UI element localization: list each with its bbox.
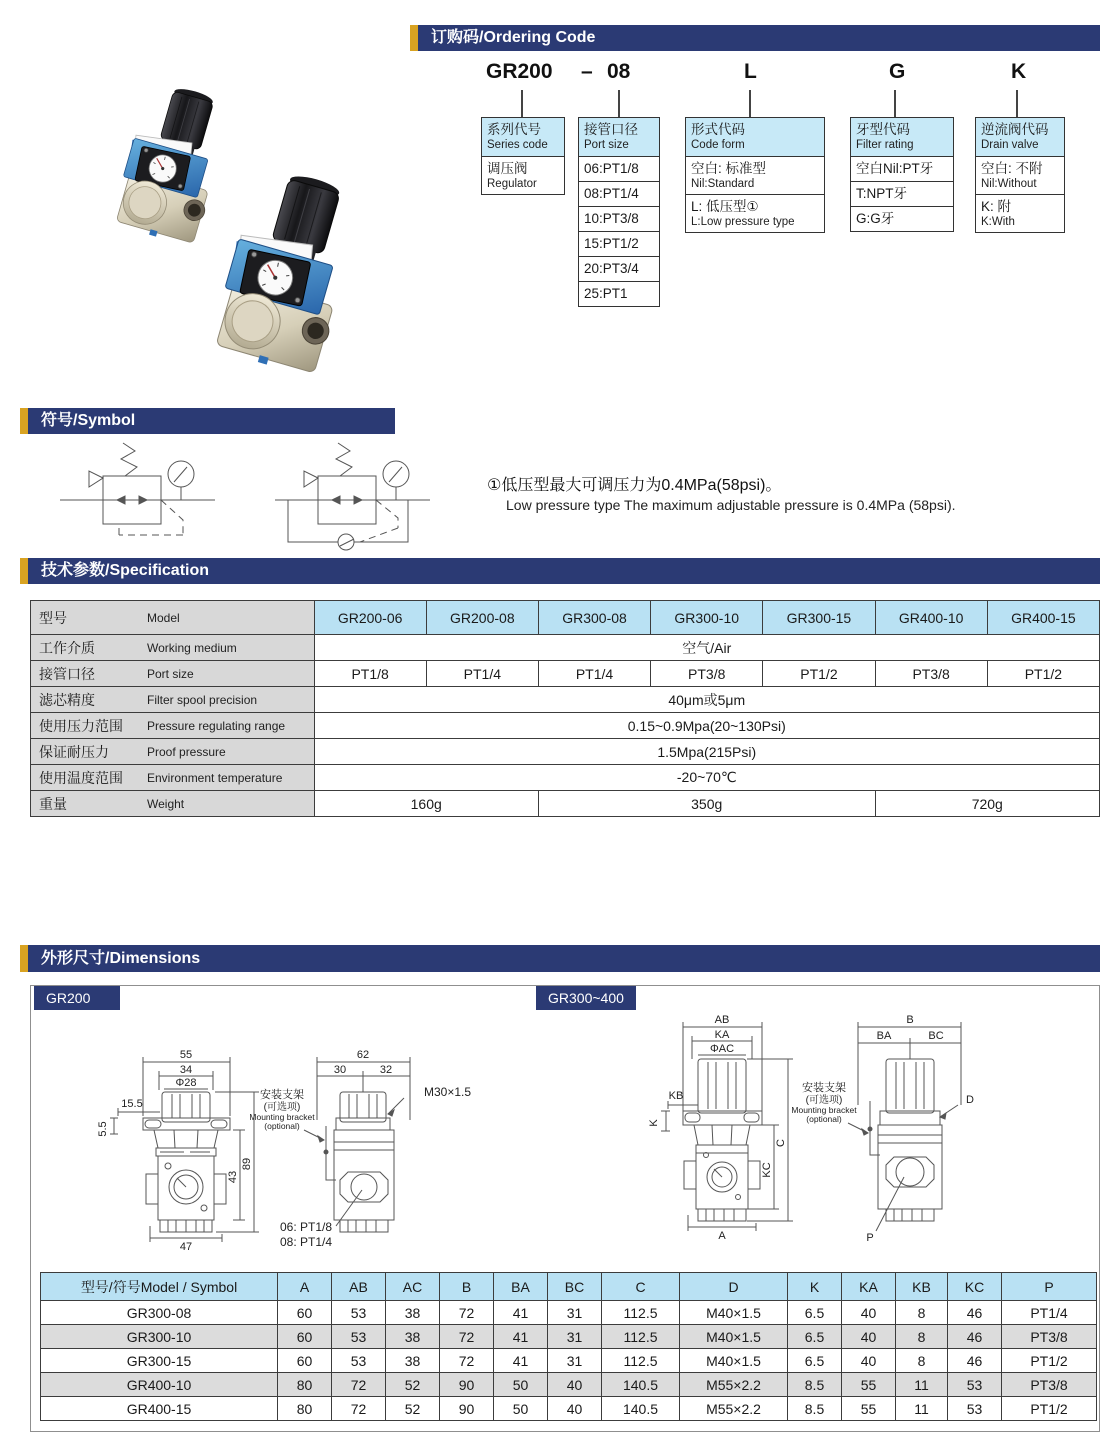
series-code-item	[482, 157, 564, 194]
dim-cell: 52	[386, 1397, 440, 1421]
code-form: L	[744, 60, 757, 83]
spec-value: PT1/2	[763, 661, 875, 687]
dim-col-header: K	[788, 1273, 842, 1301]
dim-table-header-row	[41, 1273, 1097, 1301]
dim-col-header: BC	[548, 1273, 602, 1301]
label-en: Model	[147, 610, 180, 625]
dim-col-header: KA	[842, 1273, 896, 1301]
symbol-title: 符号/Symbol	[41, 412, 136, 429]
dimensions-header	[20, 945, 1100, 972]
code-form-en: Code form	[691, 139, 745, 151]
dim-cell: 53	[948, 1397, 1002, 1421]
dim-62: 62	[356, 1049, 370, 1061]
pneumatic-symbols	[55, 438, 485, 558]
dim-cell: 8	[896, 1301, 948, 1325]
dim-cell: 53	[332, 1349, 386, 1373]
code-series: GR200	[486, 60, 553, 83]
thread-option: T:NPT牙	[851, 182, 953, 207]
series-code-en: Series code	[487, 139, 548, 151]
dim-AC: ΦAC	[709, 1043, 735, 1055]
dim-K: K	[648, 1119, 660, 1127]
spec-row-temp	[31, 765, 1100, 791]
spec-value: 0.15~0.9Mpa(20~130Psi)	[314, 713, 1099, 739]
dim-47: 47	[179, 1241, 193, 1253]
dim-col-header: A	[278, 1273, 332, 1301]
specification-title: 技术参数/Specification	[41, 562, 210, 579]
spec-row-medium	[31, 635, 1100, 661]
model-cell: GR400-15	[987, 601, 1099, 635]
dim-col-header: KB	[896, 1273, 948, 1301]
dim-cell: PT1/4	[1002, 1301, 1097, 1325]
dim-cell: 53	[948, 1373, 1002, 1397]
dim-cell: 46	[948, 1325, 1002, 1349]
port-option: 06:PT1/8	[579, 157, 659, 182]
product-photo	[40, 48, 430, 398]
dim-cell: GR300-08	[41, 1301, 278, 1325]
label-en: Pressure regulating range	[147, 718, 286, 733]
dim-cell: 40	[842, 1325, 896, 1349]
dim-cell: PT3/8	[1002, 1325, 1097, 1349]
dim-cell: M40×1.5	[680, 1349, 788, 1373]
dim-col-header: KC	[948, 1273, 1002, 1301]
dim-cell: M55×2.2	[680, 1397, 788, 1421]
bracket-note-en2: (optional)	[806, 1114, 842, 1124]
drain-valve-box	[975, 117, 1065, 233]
code-dash: –	[581, 60, 593, 83]
dim-cell: 11	[896, 1373, 948, 1397]
model-cell: GR200-06	[314, 601, 426, 635]
label-cn: 滤芯精度	[39, 691, 95, 708]
dim-cell: 53	[332, 1325, 386, 1349]
dim-cell: 8.5	[788, 1373, 842, 1397]
filter-rating-box-header	[851, 118, 953, 157]
symbol-header	[20, 408, 395, 434]
dim-cell: 55	[842, 1397, 896, 1421]
spec-row-model	[31, 601, 1100, 635]
dim-AB: AB	[714, 1014, 730, 1026]
dim-cell: 55	[842, 1373, 896, 1397]
dim-col-header: B	[440, 1273, 494, 1301]
drain-option-en: K:With	[981, 216, 1015, 228]
label-en: Weight	[147, 796, 185, 811]
dim-KC: KC	[761, 1162, 773, 1178]
port-option: 08:PT1/4	[579, 182, 659, 207]
spec-value: 160g	[314, 791, 538, 817]
dim-15-5: 15.5	[121, 1098, 143, 1110]
model-cell: GR200-08	[426, 601, 538, 635]
dim-cell: 72	[440, 1349, 494, 1373]
dim-cell: 60	[278, 1349, 332, 1373]
dim-cell: 38	[386, 1325, 440, 1349]
connector-line	[618, 90, 620, 117]
label-en: Environment temperature	[147, 770, 283, 785]
dim-43: 43	[227, 1170, 239, 1184]
bracket-note-cn2: (可选项)	[263, 1102, 301, 1113]
dim-cell: 80	[278, 1373, 332, 1397]
dim-cell: PT3/8	[1002, 1373, 1097, 1397]
dim-cell: 8	[896, 1349, 948, 1373]
label-cn: 使用温度范围	[39, 769, 123, 786]
dim-cell: 72	[332, 1373, 386, 1397]
bracket-note-en1: Mounting bracket	[791, 1105, 857, 1115]
dim-col-header: AC	[386, 1273, 440, 1301]
label-cn: 重量	[39, 795, 67, 812]
dim-col-header: P	[1002, 1273, 1097, 1301]
dim-B: B	[906, 1014, 914, 1026]
label-cn: 使用压力范围	[39, 717, 123, 734]
spec-row-label	[31, 687, 315, 713]
dim-cell: 46	[948, 1349, 1002, 1373]
dim-cell: 41	[494, 1325, 548, 1349]
form-option	[686, 195, 824, 232]
dim-cell: 80	[278, 1397, 332, 1421]
port-option: 20:PT3/4	[579, 257, 659, 282]
dim-cell: PT1/2	[1002, 1397, 1097, 1421]
code-form-box-header	[686, 118, 824, 157]
form-option-cn: L: 低压型①	[691, 199, 759, 214]
series-code-box-header	[482, 118, 564, 157]
low-pressure-note-en: Low pressure type The maximum adjustable pressure is 0.4MPa (58psi).	[506, 497, 956, 513]
code-form-box	[685, 117, 825, 233]
spec-row-label	[31, 791, 315, 817]
code-port: 08	[607, 60, 631, 83]
dim-cell: 40	[548, 1373, 602, 1397]
dim-cell: 112.5	[602, 1301, 680, 1325]
spec-row-port	[31, 661, 1100, 687]
drain-option-en: Nil:Without	[981, 178, 1037, 190]
model-cell: GR400-10	[875, 601, 987, 635]
dim-table-row	[41, 1373, 1097, 1397]
dim-cell: 11	[896, 1397, 948, 1421]
dim-cell: 112.5	[602, 1349, 680, 1373]
dim-col-header: AB	[332, 1273, 386, 1301]
dim-cell: GR300-15	[41, 1349, 278, 1373]
dim-table-row	[41, 1301, 1097, 1325]
dim-cell: 8.5	[788, 1397, 842, 1421]
spec-row-label	[31, 739, 315, 765]
dim-30: 30	[333, 1064, 347, 1076]
gr200-dimension-drawing	[90, 1030, 660, 1265]
dim-cell: M55×2.2	[680, 1373, 788, 1397]
connector-line	[894, 90, 896, 117]
spec-value: 350g	[538, 791, 875, 817]
spec-value: PT3/8	[875, 661, 987, 687]
label-en: Working medium	[147, 640, 237, 655]
dim-5-5: 5.5	[97, 1121, 109, 1137]
bracket-note-en1: Mounting bracket	[249, 1112, 315, 1122]
dim-cell: PT1/2	[1002, 1349, 1097, 1373]
dim-cell: 72	[332, 1397, 386, 1421]
thread-option: 空白Nil:PT牙	[851, 157, 953, 182]
label-cn: 型号	[39, 609, 67, 626]
dim-cell: 40	[842, 1301, 896, 1325]
specification-table	[30, 600, 1100, 817]
spec-value: 720g	[875, 791, 1099, 817]
spec-row-weight	[31, 791, 1100, 817]
dimensions-title: 外形尺寸/Dimensions	[41, 950, 201, 967]
dim-cell: 90	[440, 1373, 494, 1397]
spec-value: PT1/2	[987, 661, 1099, 687]
dim-table-row	[41, 1349, 1097, 1373]
drain-option	[976, 195, 1064, 232]
bracket-note-cn1: 安装支架	[802, 1082, 846, 1094]
series-code-cn: 系列代号	[487, 122, 541, 137]
dim-55: 55	[179, 1049, 193, 1061]
connector-line	[749, 90, 751, 117]
spec-value: 1.5Mpa(215Psi)	[314, 739, 1099, 765]
dim-cell: GR400-15	[41, 1397, 278, 1421]
dim-cell: 31	[548, 1325, 602, 1349]
dim-cell: 31	[548, 1349, 602, 1373]
dim-col-header: C	[602, 1273, 680, 1301]
port-option: 25:PT1	[584, 286, 628, 301]
dim-cell: 53	[332, 1301, 386, 1325]
dim-cell: 6.5	[788, 1349, 842, 1373]
port-label-06: 06: PT1/8	[280, 1220, 333, 1234]
spec-row-label	[31, 601, 315, 635]
port-size-box-header	[579, 118, 659, 157]
dim-cell: 112.5	[602, 1325, 680, 1349]
spec-row-filter	[31, 687, 1100, 713]
series-code-box	[481, 117, 565, 195]
dim-cell: 140.5	[602, 1397, 680, 1421]
spec-value: PT1/8	[314, 661, 426, 687]
form-option-en: Nil:Standard	[691, 178, 755, 190]
bracket-note-en2: (optional)	[264, 1121, 300, 1131]
spec-value: PT1/4	[426, 661, 538, 687]
port-option: 15:PT1/2	[579, 232, 659, 257]
form-option-cn: 空白: 标准型	[691, 161, 767, 176]
dim-cell: 40	[842, 1349, 896, 1373]
dim-cell: 46	[948, 1301, 1002, 1325]
spec-value: -20~70℃	[314, 765, 1099, 791]
code-thread: G	[889, 60, 906, 83]
dim-cell: 38	[386, 1301, 440, 1325]
dim-col-header: BA	[494, 1273, 548, 1301]
filter-rating-box	[850, 117, 954, 232]
label-cn: 接管口径	[39, 665, 95, 682]
dim-89: 89	[241, 1157, 253, 1171]
thread-option: G:G牙	[856, 211, 895, 226]
dim-C: C	[775, 1139, 787, 1147]
spec-value: PT1/4	[538, 661, 650, 687]
dim-KB: KB	[668, 1090, 684, 1102]
dim-cell: 50	[494, 1373, 548, 1397]
dim-cell: 38	[386, 1349, 440, 1373]
dim-cell: 41	[494, 1349, 548, 1373]
spec-row-label	[31, 765, 315, 791]
dim-cell: GR400-10	[41, 1373, 278, 1397]
code-drain: K	[1011, 60, 1027, 83]
thread-label: M30×1.5	[424, 1085, 472, 1099]
dim-A: A	[718, 1230, 726, 1242]
drain-option	[976, 157, 1064, 195]
dim-col-header: D	[680, 1273, 788, 1301]
port-size-cn: 接管口径	[584, 122, 638, 137]
dim-table-row	[41, 1325, 1097, 1349]
dim-cell: M40×1.5	[680, 1325, 788, 1349]
dim-BC: BC	[928, 1030, 944, 1042]
ordering-code-title: 订购码/Ordering Code	[431, 29, 596, 46]
dim-28: Φ28	[175, 1077, 197, 1089]
tab-gr200: GR200	[34, 986, 120, 1010]
dim-cell: 8	[896, 1325, 948, 1349]
dim-D: D	[966, 1094, 974, 1106]
label-en: Filter spool precision	[147, 692, 258, 707]
dim-cell: 40	[548, 1397, 602, 1421]
port-option: 10:PT3/8	[579, 207, 659, 232]
label-en: Port size	[147, 666, 194, 681]
drain-option-cn: K: 附	[981, 199, 1012, 214]
dim-cell: 140.5	[602, 1373, 680, 1397]
spec-value: 空气/Air	[314, 635, 1099, 661]
ordering-code-header	[410, 25, 1100, 51]
dim-cell: 90	[440, 1397, 494, 1421]
spec-row-label	[31, 713, 315, 739]
code-form-cn: 形式代码	[691, 122, 745, 137]
spec-row-label	[31, 635, 315, 661]
spec-row-pressure	[31, 713, 1100, 739]
dim-34: 34	[179, 1064, 193, 1076]
dim-cell: 6.5	[788, 1325, 842, 1349]
drain-valve-en: Drain valve	[981, 139, 1039, 151]
spec-value: PT3/8	[651, 661, 763, 687]
label-cn: 保证耐压力	[39, 743, 109, 760]
model-cell: GR300-10	[651, 601, 763, 635]
form-option-en: L:Low pressure type	[691, 216, 795, 228]
label-en: Proof pressure	[147, 744, 226, 759]
dim-BA: BA	[876, 1030, 892, 1042]
dim-cell: 41	[494, 1301, 548, 1325]
spec-row-label	[31, 661, 315, 687]
filter-rating-cn: 牙型代码	[856, 122, 910, 137]
model-cell: GR300-08	[538, 601, 650, 635]
dim-cell: 6.5	[788, 1301, 842, 1325]
connector-line	[521, 90, 523, 117]
specification-header	[20, 558, 1100, 584]
drain-valve-box-header	[976, 118, 1064, 157]
label-cn: 工作介质	[39, 639, 95, 656]
dim-cell: M40×1.5	[680, 1301, 788, 1325]
filter-rating-en: Filter rating	[856, 139, 914, 151]
connector-line	[1016, 90, 1018, 117]
model-cell: GR300-15	[763, 601, 875, 635]
series-item-cn: 调压阀	[487, 161, 528, 176]
spec-value: 40μm或5μm	[314, 687, 1099, 713]
tab-gr300-400: GR300~400	[536, 986, 636, 1010]
bracket-note-cn2: (可选项)	[805, 1095, 843, 1106]
dim-cell: 50	[494, 1397, 548, 1421]
spec-row-proof	[31, 739, 1100, 765]
dim-cell: 72	[440, 1301, 494, 1325]
dim-cell: 31	[548, 1301, 602, 1325]
dim-KA: KA	[714, 1029, 730, 1041]
drain-option-cn: 空白: 不附	[981, 161, 1043, 176]
dim-cell: 60	[278, 1301, 332, 1325]
form-option	[686, 157, 824, 195]
dim-P: P	[866, 1232, 874, 1244]
dim-col-header: 型号/符号Model / Symbol	[41, 1273, 278, 1301]
dim-32: 32	[379, 1064, 393, 1076]
series-item-en: Regulator	[487, 178, 537, 190]
port-size-en: Port size	[584, 139, 629, 151]
drain-valve-cn: 逆流阀代码	[981, 122, 1049, 137]
dimensions-table	[40, 1272, 1097, 1421]
dim-cell: 60	[278, 1325, 332, 1349]
bracket-note-cn1: 安装支架	[260, 1089, 304, 1101]
port-size-box	[578, 117, 660, 307]
dim-cell: GR300-10	[41, 1325, 278, 1349]
dim-table-row	[41, 1397, 1097, 1421]
dim-cell: 52	[386, 1373, 440, 1397]
dim-cell: 72	[440, 1325, 494, 1349]
low-pressure-note-cn: ①低压型最大可调压力为0.4MPa(58psi)。	[487, 477, 782, 494]
gr300-400-dimension-drawing	[640, 1005, 1100, 1270]
port-label-08: 08: PT1/4	[280, 1235, 333, 1249]
